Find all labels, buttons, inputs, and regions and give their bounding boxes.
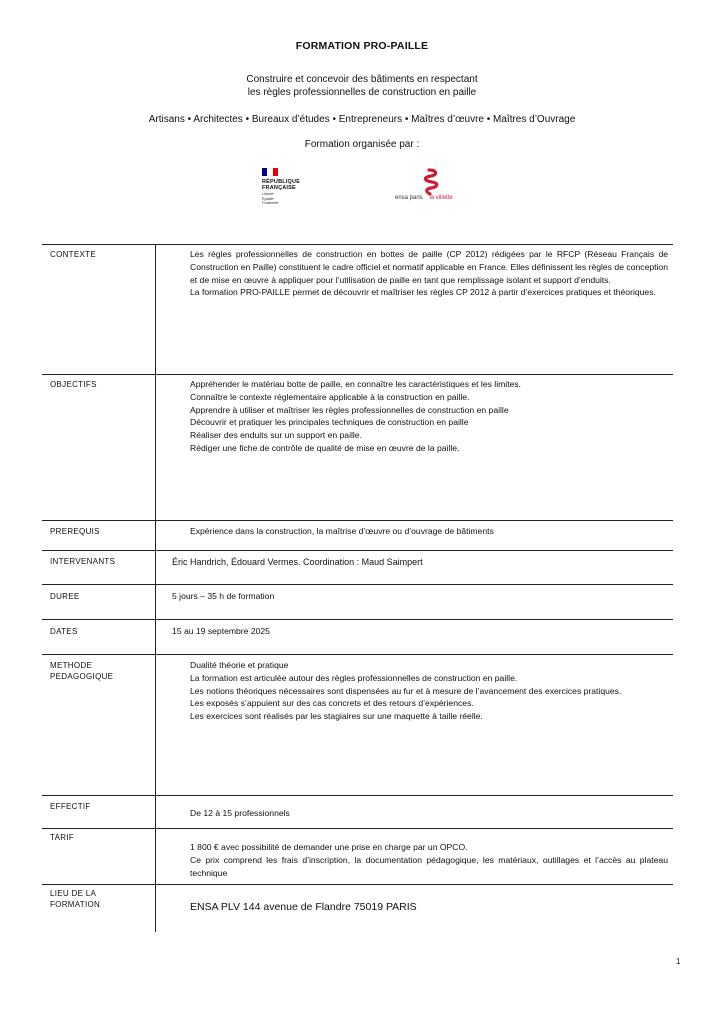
ensa-paris-la-villette-logo	[395, 168, 475, 208]
tarif-line-1: 1 800 € avec possibilité de demander une prise en charge par un OPCO.	[190, 842, 468, 852]
rf-motto-3: Fraternité	[262, 201, 279, 205]
audience-line: Artisans • Architectes • Bureaux d’études • Entrepreneurs • Maîtres d’œuvre • Maîtres d’Ouvrage	[148, 114, 576, 125]
content-methode	[190, 659, 668, 723]
tarif-line-2: Ce prix comprend les frais d’inscription, la documentation pédagogique, les matériaux, outillages et l’accès au plateau technique	[190, 854, 668, 878]
content-dates: 15 au 19 septembre 2025	[172, 626, 270, 636]
objectif-5: Réaliser des enduits sur un support en paille.	[190, 430, 362, 441]
label-lieu-line-1: LIEU DE LA	[50, 889, 97, 898]
label-effectif: EFFECTIF	[50, 802, 91, 811]
label-objectifs: OBJECTIFS	[50, 380, 97, 389]
table-row-tarif	[42, 828, 673, 829]
content-tarif	[190, 841, 668, 879]
subtitle-line-2: les règles professionnelles de construction en paille	[247, 87, 477, 98]
label-lieu	[50, 888, 100, 910]
content-duree: 5 jours – 35 h de formation	[172, 591, 275, 601]
content-contexte	[190, 248, 668, 299]
label-duree: DUREE	[50, 592, 80, 601]
methode-line-5: Les exercices sont réalisés par les stagiaires sur une maquette à taille réelle.	[190, 711, 483, 722]
table-row-objectifs	[42, 374, 673, 375]
republique-francaise-logo	[262, 168, 322, 208]
table-row-methode	[42, 654, 673, 655]
objectif-2: Connaître le contexte réglementaire applicable à la construction en paille.	[190, 391, 470, 402]
page-number: 1	[676, 957, 681, 966]
content-intervenants: Éric Handrich, Édouard Vermes. Coordination : Maud Saimpert	[172, 557, 423, 567]
content-objectifs	[190, 378, 668, 455]
table-row-duree	[42, 584, 673, 585]
objectif-6: Rédiger une fiche de contrôle de qualité de mise en œuvre de la paille.	[190, 442, 460, 453]
ensa-staircase-icon	[407, 168, 447, 196]
table-row-prerequis	[42, 520, 673, 521]
label-intervenants: INTERVENANTS	[50, 557, 116, 566]
rf-motto-2: Égalité	[262, 196, 274, 201]
table-row-effectif	[42, 795, 673, 796]
ensa-logo-text-2: la villette	[429, 195, 453, 201]
label-methode-line-1: METHODE	[50, 661, 93, 670]
label-methode-line-2: PEDAGOGIQUE	[50, 672, 114, 681]
table-row-dates	[42, 619, 673, 620]
content-effectif: De 12 à 15 professionnels	[190, 808, 290, 818]
page-title: FORMATION PRO-PAILLE	[295, 40, 429, 52]
french-flag-icon	[262, 168, 278, 176]
subtitle-line-1: Construire et concevoir des bâtiments en respectant	[246, 74, 478, 85]
ensa-logo-text-1: ensa paris	[395, 195, 423, 201]
label-contexte: CONTEXTE	[50, 250, 96, 259]
label-tarif: TARIF	[50, 833, 75, 842]
table-row-contexte	[42, 244, 673, 245]
content-prerequis: Expérience dans la construction, la maîtrise d’œuvre ou d’ouvrage de bâtiments	[190, 526, 494, 536]
methode-line-3: Les notions théoriques nécessaires sont dispensées au fur et à mesure de l’avancement des exercices pratiques.	[190, 685, 622, 696]
methode-line-2: La formation est articulée autour des règles professionnelles de construction en paille.	[190, 672, 518, 683]
table-row-intervenants	[42, 550, 673, 551]
label-lieu-line-2: FORMATION	[50, 900, 101, 909]
organized-by: Formation organisée par :	[304, 139, 420, 150]
objectif-1: Appréhender le matériau botte de paille, en connaître les caractéristiques et les limites.	[190, 379, 522, 389]
label-prerequis: PREREQUIS	[50, 527, 100, 536]
rf-motto-1: Liberté	[262, 192, 274, 196]
objectif-4: Découvrir et pratiquer les principales techniques de construction en paille	[190, 417, 469, 428]
content-lieu: ENSA PLV 144 avenue de Flandre 75019 PARIS	[190, 901, 417, 913]
contexte-paragraph-2: La formation PRO-PAILLE permet de découvrir et maîtriser les règles CP 2012 à partir d’exercices pratiques et théoriques.	[190, 287, 656, 298]
table-row-lieu	[42, 884, 673, 885]
rf-logo-line-2: FRANÇAISE	[262, 185, 296, 191]
methode-line-1: Dualité théorie et pratique	[190, 660, 289, 670]
label-dates: DATES	[50, 627, 78, 636]
rf-logo-line-1: RÉPUBLIQUE	[262, 179, 301, 185]
objectif-3: Apprendre à utiliser et maîtriser les règles professionnelles de construction en paille	[190, 404, 509, 415]
contexte-paragraph-1: Les règles professionnelles de construction en bottes de paille (CP 2012) rédigées par le RFCP (Réseau Français de Construction en Paille) constituent le cadre officiel et normatif applicable en France. Elles définissent les règles de conception et de mise en œuvre à appliquer pour l’utilisation de paille en tant que remplissage isolant et support d’enduits.	[190, 249, 668, 285]
methode-line-4: Les exposés s’appuient sur des cas concrets et des retours d’expériences.	[190, 698, 474, 709]
label-methode	[50, 660, 113, 682]
